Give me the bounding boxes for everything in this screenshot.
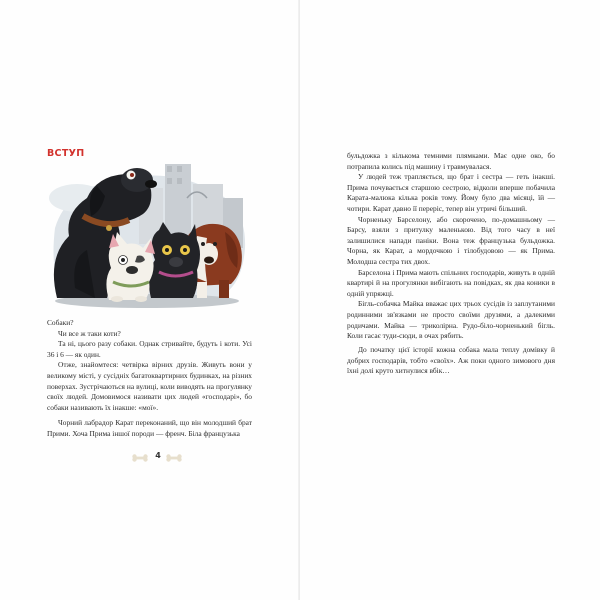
paragraph: Собаки?	[47, 318, 74, 327]
paragraph: Барселона і Прима мають спільних господарів, живуть в одній квартирі й на прогулянки вибігають на повідках, як два коники в одній упряжці.	[347, 267, 555, 298]
bone-icon-left	[132, 454, 148, 462]
chapter-title: ВСТУП	[47, 148, 85, 159]
paragraph: Та ні, цього разу собаки. Однак стривайте, будуть і коти. Усі 36 і 6 — як один.	[47, 339, 252, 359]
paragraph: Бігль-собачка Майка вважає цих трьох сусідів із заплутаними родинними зв'язками не просто своїми друзями, а далекими родичами. Майка — триколірна. Рудо-біло-чорненький бігль. Коли гасає туди-сюди, в очах рябить.	[347, 299, 555, 341]
paragraph: бульдожка з кількома темними плямками. Має одне око, бо потрапила колись під машину і травмувалася.	[347, 151, 555, 171]
paragraph: Чорний лабрадор Карат переконаний, що він молодший брат Прими. Хоча Прима іншої породи — френч. Біла французька	[47, 418, 252, 438]
left-page-text-top	[47, 318, 252, 413]
page-number-folio	[132, 451, 182, 465]
dogs-illustration	[47, 158, 247, 310]
right-page-text-bottom	[347, 345, 555, 377]
paragraph: У людей теж трапляється, що брат і сестра — геть інакші. Прима почувається старшою сестрою, відколи вперше побачила Карата-малюка кілька років тому. Йому було два місяці, їй — чотири. Карат давно її переріс, тепер він утричі більший.	[347, 172, 555, 213]
paragraph: До початку цієї історії кожна собака мала теплу домівку й добрих господарів, тобто «своїх». Аж поки одного зимового дня їхні долі круто хитнулися вбік…	[347, 345, 555, 376]
paragraph: Чорненьку Барселону, або скорочено, по-домашньому — Барсу, взяли з притулку маленькою. Від того часу в неї залишилися напади паніки. Вона теж французька бульдожка. Чорна, як Карат, а мордочкою і тілобудовою — як Прима. Молодша сестра тих двох.	[347, 214, 555, 266]
paragraph: Отже, знайомтеся: четвірка вірних друзів. Живуть вони у великому місті, у сусідніх багатоквартирних будинках, на різних поверхах. Зустрічаються на вулиці, коли виводять на прогулянку своїх людей. Домовимося називати цих людей «господарі», бо собаки називають їх інакше: «мої».	[47, 360, 252, 412]
left-page-text-bottom	[47, 418, 252, 439]
bone-icon-right	[166, 454, 182, 462]
paragraph: Чи все ж таки коти?	[58, 328, 121, 338]
right-page-text-top	[347, 151, 555, 342]
page-number: 4	[155, 451, 161, 460]
